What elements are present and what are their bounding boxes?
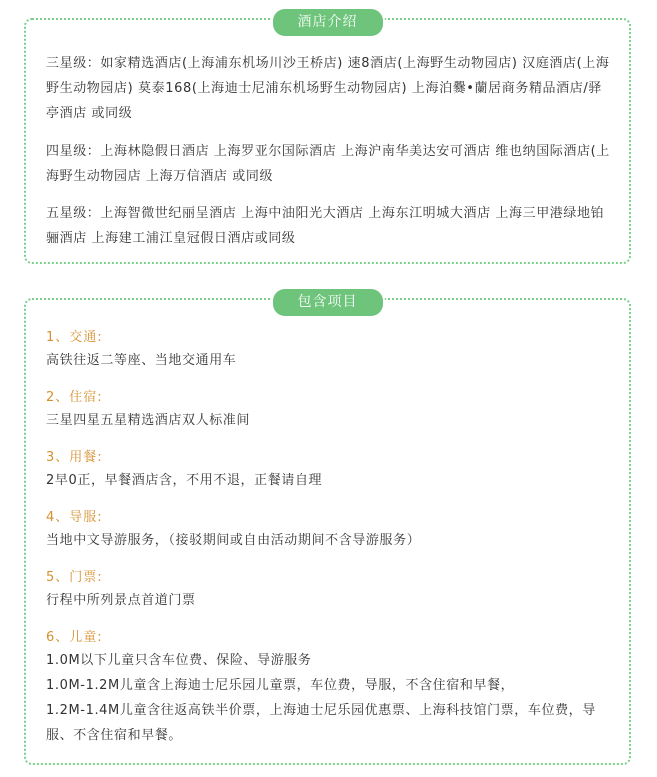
- item-children-heading: 6、儿童:: [46, 630, 103, 645]
- item-children-line-1: 1.0M以下儿童只含车位费、保险、导游服务: [46, 653, 312, 668]
- item-meals-heading: 3、用餐:: [46, 450, 103, 465]
- item-tickets-heading: 5、门票:: [46, 570, 103, 585]
- item-guide-line: 当地中文导游服务，（接驳期间或自由活动期间不含导游服务）: [46, 533, 421, 548]
- hotel-intro-title: 酒店介绍: [271, 7, 385, 38]
- item-lodging-heading: 2、住宿:: [46, 390, 103, 405]
- included-items-title: 包含项目: [271, 287, 385, 318]
- item-children-line-2: 1.0M-1.2M儿童含上海迪士尼乐园儿童票，车位费，导服，不含住宿和早餐，: [46, 678, 515, 693]
- item-transport-body: [46, 348, 615, 373]
- four-star-text: 四星级：上海林隐假日酒店 上海罗亚尔国际酒店 上海沪南华美达安可酒店 维也纳国际酒店(上海野生动物园店 上海万信酒店 或同级: [46, 144, 610, 184]
- item-children-line-3: 1.2M-1.4M儿童含往返高铁半价票，上海迪士尼乐园优惠票、上海科技馆门票，车位费，导服、不含住宿和早餐。: [46, 703, 596, 743]
- three-star-hotels: [46, 51, 615, 126]
- item-meals-body: [46, 468, 615, 493]
- item-meals-line: 2早0正，早餐酒店含，不用不退，正餐请自理: [46, 473, 323, 488]
- item-tickets-line: 行程中所列景点首道门票: [46, 593, 196, 608]
- item-transport-line: 高铁往返二等座、当地交通用车: [46, 353, 237, 368]
- item-transport-heading: 1、交通:: [46, 330, 103, 345]
- item-guide-heading: 4、导服:: [46, 510, 103, 525]
- item-lodging-body: [46, 408, 615, 433]
- included-items-card: [24, 294, 631, 765]
- five-star-hotels: [46, 201, 615, 251]
- three-star-text: 三星级：如家精选酒店(上海浦东机场川沙王桥店) 速8酒店(上海野生动物园店) 汉庭酒店(上海野生动物园店) 莫泰168(上海迪士尼浦东机场野生动物园店) 上海泊爨•蘭居商务精品酒店/驿亭酒店 或同级: [46, 56, 610, 121]
- item-guide-body: [46, 528, 615, 553]
- item-tickets-body: [46, 588, 615, 613]
- five-star-text: 五星级：上海智微世纪丽呈酒店 上海中油阳光大酒店 上海东江明城大酒店 上海三甲港绿地铂骊酒店 上海建工浦江皇冠假日酒店或同级: [46, 206, 605, 246]
- four-star-hotels: [46, 139, 615, 189]
- item-lodging-line: 三星四星五星精选酒店双人标准间: [46, 413, 251, 428]
- item-children-body: [46, 648, 615, 748]
- hotel-intro-card: [24, 14, 631, 264]
